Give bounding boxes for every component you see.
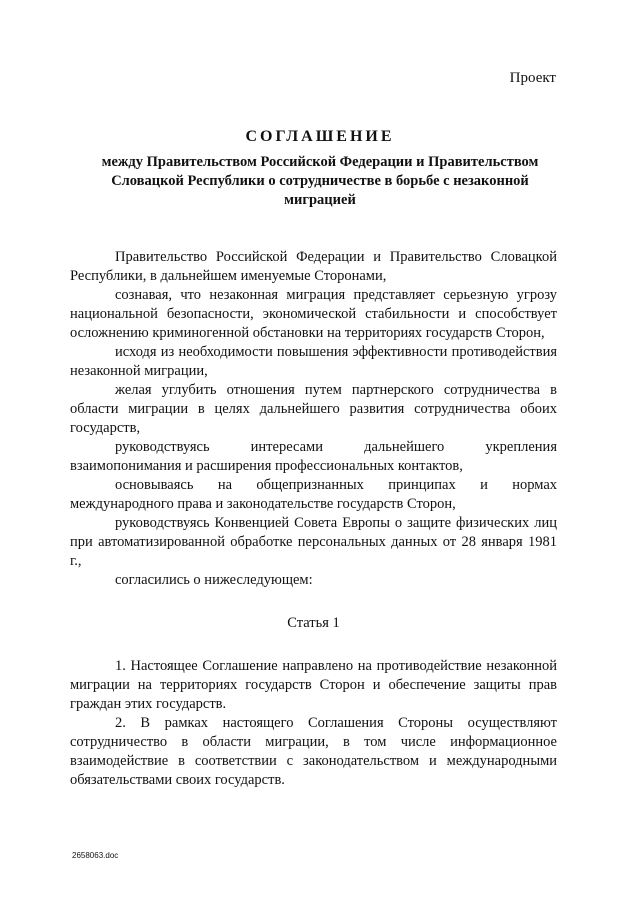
- document-title: СОГЛАШЕНИЕ: [245, 128, 395, 145]
- preamble-paragraph-4: желая углубить отношения путем партнерского сотрудничества в области миграции в целях дальнейшего развития сотрудничества обоих государств,: [70, 382, 557, 436]
- preamble-paragraph-2: сознавая, что незаконная миграция представляет серьезную угрозу национальной безопасности, экономической стабильности и способствует осложнению криминогенной обстановки на территориях государств Сторон,: [70, 287, 557, 341]
- article-item-1: 1. Настоящее Соглашение направлено на противодействие незаконной миграции на территориях государств Сторон и обеспечение защиты прав граждан этих государств.: [70, 658, 557, 712]
- article-heading: Статья 1: [287, 615, 340, 631]
- preamble-paragraph-1: Правительство Российской Федерации и Правительство Словацкой Республики, в дальнейшем именуемые Сторонами,: [70, 249, 557, 284]
- preamble-paragraph-5: руководствуясь интересами дальнейшего укрепления взаимопонимания и расширения профессиональных контактов,: [70, 439, 557, 474]
- preamble-paragraph-6: основываясь на общепризнанных принципах и нормах международного права и законодательстве государств Сторон,: [70, 477, 557, 512]
- preamble-paragraph-8: согласились о нижеследующем:: [115, 572, 313, 588]
- preamble-paragraph-7: руководствуясь Конвенцией Совета Европы о защите физических лиц при автоматизированной обработке персональных данных от 28 января 1981 г.,: [70, 515, 557, 569]
- document-subtitle: между Правительством Российской Федерации и Правительством Словацкой Республики о сотрудничестве в борьбе с незаконной миграцией: [101, 154, 539, 208]
- document-body: [70, 248, 557, 790]
- article-item-2: 2. В рамках настоящего Соглашения Стороны осуществляют сотрудничество в области миграции, в том числе информационное взаимодействие в соответствии с законодательством и международными обязательствами своих государств.: [70, 715, 557, 788]
- file-name-footer: 2658063.doc: [72, 851, 119, 860]
- preamble-paragraph-3: исходя из необходимости повышения эффективности противодействия незаконной миграции,: [70, 344, 557, 379]
- draft-label: Проект: [509, 70, 556, 86]
